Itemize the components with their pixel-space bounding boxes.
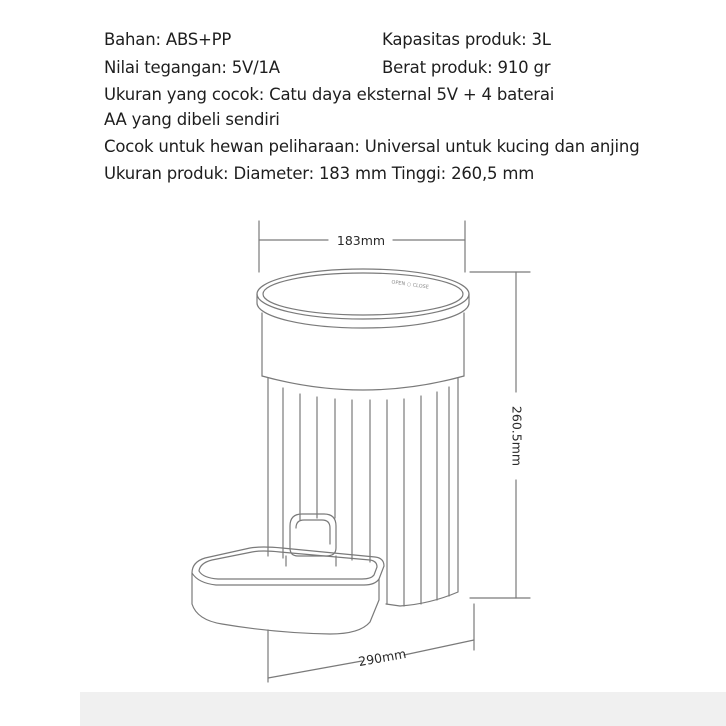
height-label: 260.5mm (509, 405, 525, 467)
diameter-label: 183mm (336, 233, 386, 248)
spec-pets: Cocok untuk hewan peliharaan: Universal untuk kucing dan anjing (104, 137, 640, 156)
spec-power-line1: Ukuran yang cocok: Catu daya eksternal 5V + 4 baterai (104, 85, 555, 104)
spec-material: Bahan: ABS+PP (104, 30, 232, 49)
bottom-gray-strip (80, 692, 726, 726)
lid-marking: OPEN ○ CLOSE (391, 279, 430, 291)
spec-size: Ukuran produk: Diameter: 183 mm Tinggi: 260,5 mm (104, 164, 535, 183)
depth-label: 290mm (357, 645, 408, 670)
hopper-lid (257, 269, 469, 328)
food-bowl-tray (192, 547, 384, 634)
depth-dimension-line (268, 604, 474, 682)
food-outlet-chute (286, 514, 336, 566)
spec-voltage: Nilai tegangan: 5V/1A (104, 58, 280, 77)
spec-weight: Berat produk: 910 gr (382, 58, 551, 77)
spec-capacity: Kapasitas produk: 3L (382, 30, 551, 49)
hopper-upper-body (262, 313, 464, 390)
ribbed-base (268, 378, 458, 606)
spec-power-line2: AA yang dibeli sendiri (104, 110, 280, 129)
